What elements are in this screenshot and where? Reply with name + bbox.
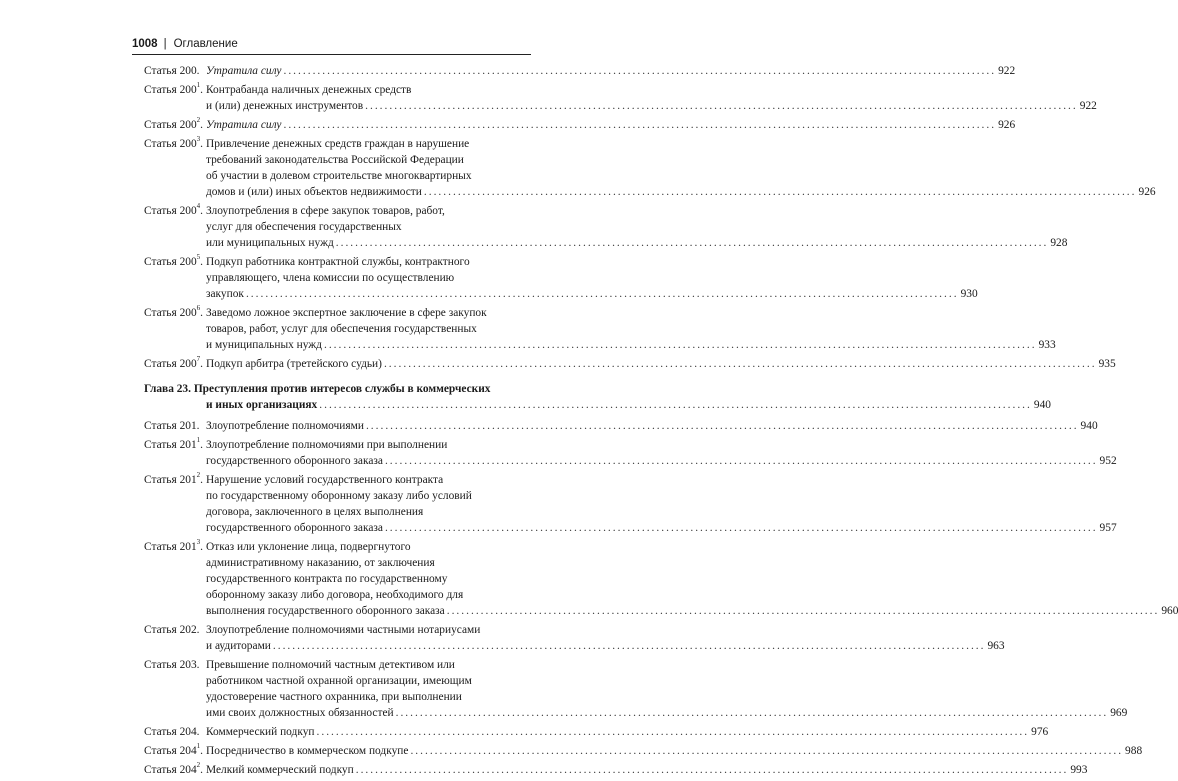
entry-title-text: товаров, работ, услуг для обеспечения государственных (206, 323, 477, 335)
entry-title-text: управляющего, члена комиссии по осуществлению (206, 272, 455, 284)
entry-title-line (206, 286, 978, 302)
entry-title-line (206, 504, 1117, 520)
page-ref: 969 (1110, 707, 1128, 719)
article-label: Статья $201^1$. (144, 436, 204, 451)
entry-title-text: Мелкий коммерческий подкуп (206, 764, 354, 776)
toc-entry (144, 724, 1049, 740)
entry-title-line (206, 254, 978, 270)
entry-title (206, 203, 1067, 251)
entry-title (206, 472, 1117, 536)
entry-title-line (206, 152, 1156, 168)
entry-title-line (206, 337, 1056, 353)
entry-title-line (206, 673, 1127, 689)
entry-title-text: Заведомо ложное экспертное заключение в сфере закупок (206, 307, 487, 319)
toc-entry (144, 657, 1128, 721)
entry-title-text: Привлечение денежных средств граждан в нарушение (206, 138, 470, 150)
entry-title-line (206, 219, 1067, 235)
page-ref: 922 (998, 65, 1016, 77)
running-header (132, 36, 532, 52)
entry-title-line (206, 321, 1056, 337)
entry-title-text: работником частной охранной организации, имеющим (206, 675, 472, 687)
entry-title-text: Подкуп арбитра (третейского судьи) (206, 358, 382, 370)
entry-title (206, 305, 1056, 353)
header-rule (132, 54, 531, 55)
entry-title-text: Злоупотребление полномочиями (206, 420, 364, 432)
entry-title-text: Контрабанда наличных денежных средств (206, 84, 412, 96)
entry-title-line (206, 136, 1156, 152)
entry-title-text: закупок (206, 288, 244, 300)
toc-entry (144, 538, 1178, 619)
article-superscript: 3 (196, 538, 201, 547)
article-superscript: 2 (196, 761, 201, 770)
toc-entry (144, 471, 1117, 536)
toc-entry (144, 742, 1143, 759)
entry-title-line (206, 117, 1015, 133)
entry-title-line (206, 203, 1067, 219)
entry-title-text: Коммерческий подкуп (206, 726, 315, 738)
chapter-heading-text: Глава 23. Преступления против интересов службы в коммерческих (144, 383, 491, 395)
entry-title-line (206, 724, 1048, 740)
entry-title (206, 82, 1097, 114)
article-label: Статья $204^1$. (144, 742, 204, 757)
page-ref: 960 (1161, 605, 1178, 617)
page-ref: 926 (1138, 186, 1156, 198)
article-label: Статья 200. (144, 65, 200, 77)
entry-title-line (206, 657, 1127, 673)
entry-title-text: Отказ или уклонение лица, подвергнутого (206, 541, 411, 553)
entry-title-line (206, 705, 1127, 721)
article-label: Статья $200^2$. (144, 116, 204, 131)
leader-dots (447, 603, 1160, 619)
article-superscript: 4 (196, 202, 201, 211)
article-label: Статья $204^2$. (144, 761, 204, 776)
leader-dots (336, 235, 1049, 251)
entry-title-line (206, 762, 1087, 778)
article-label: Статья 204. (144, 726, 200, 738)
entry-title-line (206, 437, 1117, 453)
entry-title-text: Злоупотребление полномочиями при выполнении (206, 439, 448, 451)
article-label: Статья $200^6$. (144, 304, 204, 319)
entry-title-text: домов и (или) иных объектов недвижимости (206, 186, 422, 198)
entry-title-line (206, 520, 1117, 536)
page-ref: 922 (1079, 100, 1097, 112)
page-ref: 928 (1050, 237, 1068, 249)
leader-dots (317, 724, 1030, 740)
page-ref: 957 (1099, 522, 1117, 534)
article-label: Статья $201^2$. (144, 471, 204, 486)
entry-title-line (206, 622, 1005, 638)
entry-title-line (206, 743, 1142, 759)
toc-entry (144, 355, 1116, 372)
leader-dots (283, 63, 996, 79)
leader-dots (424, 184, 1137, 200)
entry-title-line (206, 571, 1178, 587)
page-ref: 935 (1098, 358, 1116, 370)
article-superscript: 1 (196, 81, 201, 90)
leader-dots (356, 762, 1069, 778)
article-superscript: 7 (196, 355, 201, 364)
leader-dots (366, 418, 1079, 434)
entry-title-text: удостоверение частного охранника, при выполнении (206, 691, 462, 703)
leader-dots (319, 397, 1032, 413)
section-title: Оглавление (173, 38, 238, 50)
entry-title-text: и (или) денежных инструментов (206, 100, 364, 112)
entry-title-text: государственного контракта по государственному (206, 573, 448, 585)
page-ref: 940 (1033, 399, 1051, 411)
article-label: Статья 203. (144, 659, 200, 671)
toc-entry (144, 761, 1088, 778)
entry-title (206, 63, 1015, 79)
entry-title (206, 437, 1117, 469)
entry-title-line (206, 63, 1015, 79)
toc-entry (144, 436, 1117, 469)
page-ref: 940 (1080, 420, 1098, 432)
page-ref: 988 (1125, 745, 1143, 757)
entry-title-text: Утратила силу (206, 119, 282, 131)
leader-dots (385, 520, 1098, 536)
leader-dots (396, 705, 1109, 721)
entry-title-line (206, 638, 1005, 654)
entry-title (206, 136, 1156, 200)
entry-title-text: Утратила силу (206, 65, 282, 77)
page-ref: 952 (1099, 455, 1117, 467)
entry-title-text: услуг для обеспечения государственных (206, 221, 402, 233)
article-superscript: 2 (196, 471, 201, 480)
entry-title-text: государственного оборонного заказа (206, 522, 383, 534)
entry-title-text: договора, заключенного в целях выполнения (206, 506, 424, 518)
article-label: Статья $200^5$. (144, 253, 204, 268)
article-label: Статья $200^1$. (144, 81, 204, 96)
entry-title (206, 743, 1142, 759)
entry-title-line (206, 305, 1056, 321)
article-superscript: 3 (196, 135, 201, 144)
page-ref: 933 (1038, 339, 1056, 351)
entry-title-line (206, 689, 1127, 705)
toc-entry (144, 81, 1097, 114)
article-label: Статья 202. (144, 624, 200, 636)
toc-entry (144, 116, 1016, 133)
page-ref: 993 (1070, 764, 1088, 776)
entry-title-text: государственного оборонного заказа (206, 455, 383, 467)
toc-entry (144, 622, 1005, 654)
chapter-heading (144, 381, 1051, 413)
entry-title-text: и муниципальных нужд (206, 339, 322, 351)
article-superscript: 5 (196, 253, 201, 262)
entry-title-text: или муниципальных нужд (206, 237, 334, 249)
entry-title-text: оборонному заказу либо договора, необходимого для (206, 589, 464, 601)
entry-title-text: Нарушение условий государственного контракта (206, 474, 444, 486)
entry-title-line (206, 603, 1178, 619)
table-of-contents (144, 63, 1178, 781)
entry-title-line (206, 555, 1178, 571)
leader-dots (384, 356, 1097, 372)
entry-title-text: Превышение полномочий частным детективом или (206, 659, 455, 671)
toc-entry (144, 202, 1068, 251)
article-superscript: 6 (196, 304, 201, 313)
entry-title-text: выполнения государственного оборонного заказа (206, 605, 445, 617)
entry-title-line (206, 587, 1178, 603)
entry-title-line (206, 235, 1067, 251)
page-ref: 963 (987, 640, 1005, 652)
leader-dots (273, 638, 986, 654)
entry-title-text: по государственному оборонному заказу либо условий (206, 490, 472, 502)
page-number: 1008 (132, 38, 158, 50)
toc-entry (144, 253, 978, 302)
page-ref: 976 (1031, 726, 1049, 738)
article-label: Статья $200^3$. (144, 135, 204, 150)
entry-title-line (206, 472, 1117, 488)
entry-title-line (206, 270, 978, 286)
article-label: Статья $201^3$. (144, 538, 204, 553)
entry-title-text: об участии в долевом строительстве многоквартирных (206, 170, 472, 182)
leader-dots (283, 117, 996, 133)
chapter-heading-line (144, 381, 532, 397)
toc-entry (144, 63, 1016, 79)
entry-title (206, 254, 978, 302)
leader-dots (324, 337, 1037, 353)
chapter-heading-line (144, 397, 1051, 413)
article-label: Статья 201. (144, 420, 200, 432)
entry-title-line (206, 184, 1156, 200)
toc-entry (144, 135, 1156, 200)
leader-dots (410, 743, 1123, 759)
page-ref: 930 (960, 288, 978, 300)
entry-title-line (206, 488, 1117, 504)
article-superscript: 1 (196, 436, 201, 445)
entry-title-text: административному наказанию, от заключения (206, 557, 435, 569)
entry-title-line (206, 539, 1178, 555)
article-label: Статья $200^7$. (144, 355, 204, 370)
article-label: Статья $200^4$. (144, 202, 204, 217)
entry-title-line (206, 98, 1097, 114)
entry-title (206, 622, 1005, 654)
entry-title-text: Злоупотребления в сфере закупок товаров, работ, (206, 205, 445, 217)
entry-title-text: ими своих должностных обязанностей (206, 707, 394, 719)
chapter-heading-text: и иных организациях (206, 399, 318, 411)
entry-title-line (206, 418, 1098, 434)
leader-dots (385, 453, 1098, 469)
leader-dots (365, 98, 1078, 114)
entry-title (206, 356, 1116, 372)
entry-title (206, 539, 1178, 619)
article-superscript: 1 (196, 742, 201, 751)
leader-dots (246, 286, 959, 302)
entry-title-line (206, 356, 1116, 372)
entry-title (206, 762, 1087, 778)
entry-title-line (206, 82, 1097, 98)
entry-title-text: требований законодательства Российской Федерации (206, 154, 464, 166)
entry-title-line (206, 168, 1156, 184)
toc-entry (144, 418, 1098, 434)
entry-title-text: Посредничество в коммерческом подкупе (206, 745, 409, 757)
header-separator: | (163, 38, 167, 50)
entry-title (206, 724, 1048, 740)
entry-title (206, 418, 1098, 434)
entry-title-text: Подкуп работника контрактной службы, контрактного (206, 256, 470, 268)
entry-title (206, 657, 1127, 721)
article-superscript: 2 (196, 116, 201, 125)
toc-entry (144, 304, 1056, 353)
entry-title-line (206, 453, 1117, 469)
entry-title (206, 117, 1015, 133)
entry-title-text: и аудиторами (206, 640, 271, 652)
page-ref: 926 (998, 119, 1016, 131)
entry-title-text: Злоупотребление полномочиями частными нотариусами (206, 624, 481, 636)
